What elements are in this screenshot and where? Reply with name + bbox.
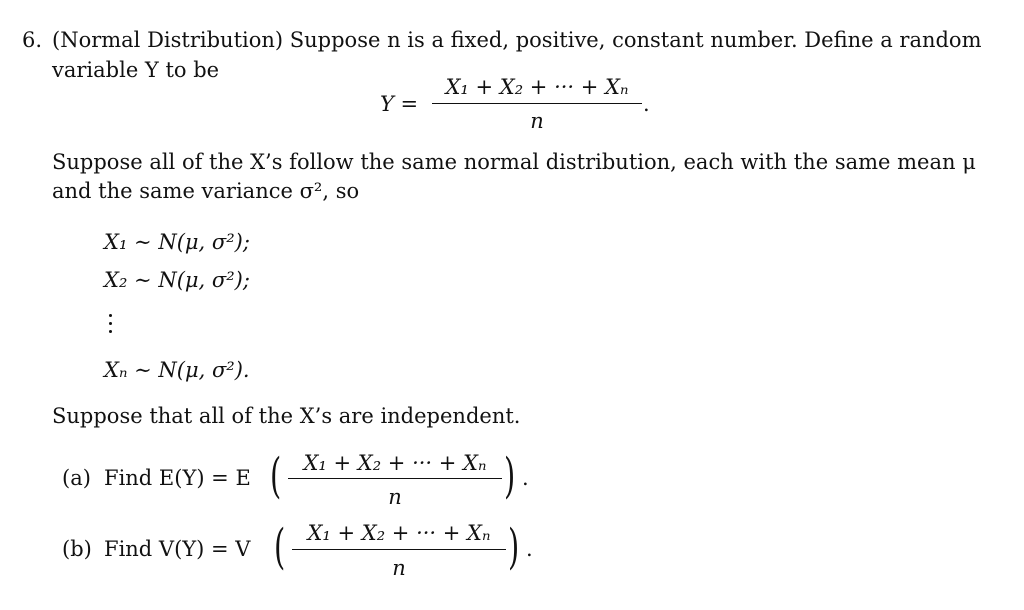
part-a-label: (a) <box>62 466 91 490</box>
part-a-left-paren: ( <box>270 448 282 504</box>
distribution-x2: X₂ ∼ N(μ, σ²); <box>104 268 250 292</box>
problem-number: 6. <box>22 28 43 52</box>
part-b-text: Find V(Y) = V <box>104 537 251 561</box>
part-b-right-paren: ) <box>508 519 520 575</box>
part-b-period: . <box>526 537 533 561</box>
definition-lhs: Y = <box>380 92 419 116</box>
problem-line-1: (Normal Distribution) Suppose n is a fixed, positive, constant number. Define a random <box>52 28 982 52</box>
fraction-bar <box>432 103 642 104</box>
part-b-label: (b) <box>62 537 92 561</box>
part-b-fraction <box>292 520 506 582</box>
definition-denominator: n <box>530 109 544 133</box>
distribution-x1: X₁ ∼ N(μ, σ²); <box>104 230 250 254</box>
part-a-period: . <box>522 466 529 490</box>
part-b-denominator: n <box>392 556 406 580</box>
distribution-xn: Xₙ ∼ N(μ, σ²). <box>104 358 250 382</box>
problem-line-2: variable Y to be <box>52 58 220 82</box>
part-a-text: Find E(Y) = E <box>104 466 251 490</box>
part-a-fraction <box>288 450 502 512</box>
definition-fraction <box>432 74 642 136</box>
independence-statement: Suppose that all of the X’s are independent. <box>52 404 521 428</box>
paragraph2-line-1: Suppose all of the X’s follow the same normal distribution, each with the same mean μ <box>52 150 976 174</box>
part-a-right-paren: ) <box>504 448 516 504</box>
definition-numerator: X₁ + X₂ + ··· + Xₙ <box>445 75 629 99</box>
definition-period: . <box>643 92 650 116</box>
part-a-numerator: X₁ + X₂ + ··· + Xₙ <box>303 451 487 475</box>
fraction-bar <box>292 549 506 550</box>
part-b-numerator: X₁ + X₂ + ··· + Xₙ <box>307 521 491 545</box>
fraction-bar <box>288 478 502 479</box>
paragraph2-line-2: and the same variance σ², so <box>52 179 360 203</box>
part-a-denominator: n <box>388 485 402 509</box>
part-b-left-paren: ( <box>274 519 286 575</box>
